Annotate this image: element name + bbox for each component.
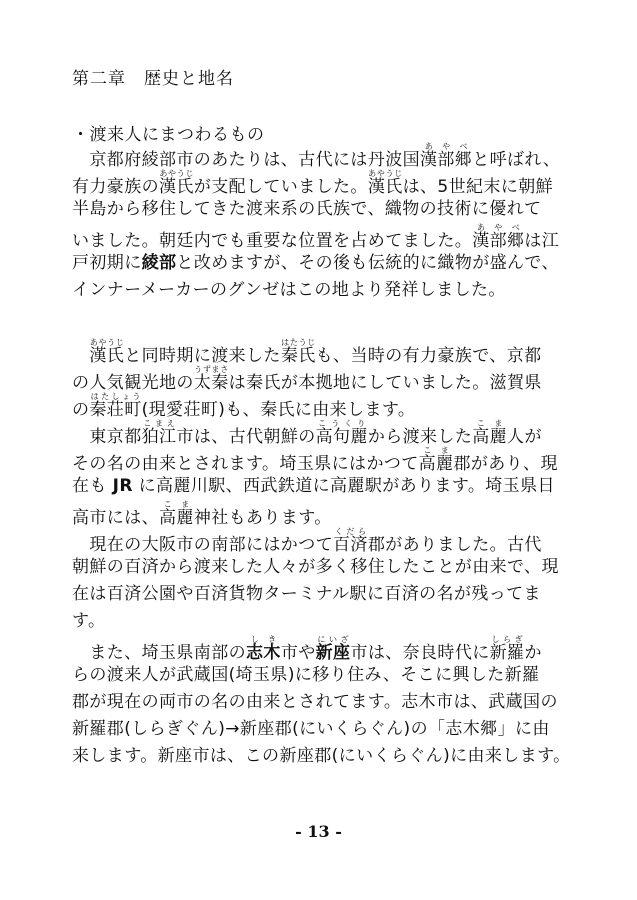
paragraph-1-line-2: 有力豪族の漢氏あやうじが支配していました。漢氏あやうじは、5世紀末に朝鮮	[72, 169, 554, 197]
ruby-ayabe-1: 漢部郷あやべ	[420, 142, 473, 170]
paragraph-4-line-3: 在は百済公園や百済貨物ターミナル駅に百済の名が残ってま	[72, 584, 541, 604]
ruby-hatasho: 秦荘町はたしょう	[89, 392, 142, 420]
ruby-koma-1: 高麗こま	[472, 419, 508, 447]
paragraph-4-line-2: 朝鮮の百済から渡来した人々が多く移住したことが由来で、現	[72, 557, 559, 577]
paragraph-5-line-2: らの渡来人が武蔵国(埼玉県)に移り住み、そこに興した新羅	[72, 665, 540, 685]
bold-jr: JR	[112, 476, 133, 496]
paragraph-4-line-1: 現在の大阪市の南部にはかつて百済くだら郡がありました。古代	[72, 527, 542, 555]
ruby-koma-3: 高麗こま	[159, 500, 194, 528]
ruby-ayabe-2: 漢部郷あやべ	[472, 223, 525, 251]
paragraph-1	[72, 142, 572, 304]
chapter-title: 第二章 歴史と地名	[72, 69, 234, 89]
paragraph-2	[72, 338, 572, 419]
section-heading: ・渡来人にまつわるもの	[72, 125, 265, 145]
paragraph-2-line-1: 漢氏あやうじと同時期に渡来した秦氏はたうじも、当時の有力豪族で、京都	[89, 338, 542, 366]
ruby-ayauji-2: 漢氏あやうじ	[367, 169, 403, 197]
ruby-shiragi: 新羅しらぎ	[489, 635, 525, 663]
ruby-koukuri: 高句麗こうくり	[315, 419, 368, 447]
ruby-koma-2: 高麗こま	[418, 446, 454, 474]
ruby-uzumasa: 太秦うずまさ	[193, 365, 229, 393]
ruby-shiki: 志木しき	[246, 635, 281, 663]
paragraph-1-line-5: 戸初期に綾部と改めますが、その後も伝統的に織物が盛んで、	[72, 253, 559, 273]
ruby-komae: 狛江こまえ	[141, 419, 177, 447]
paragraph-5-line-3: 郡が現在の両市の名の由来とされてます。志木市は、武蔵国の	[72, 692, 558, 712]
paragraph-1-line-3: 半島から移住してきた渡来系の氏族で、織物の技術に優れて	[72, 199, 542, 219]
paragraph-3-line-1: 東京都狛江こまえ市は、古代朝鮮の高句麗こうくりから渡来した高麗こま人が	[72, 419, 542, 447]
paragraph-5-line-4: 新羅郡(しらぎぐん)→新座郡(にいくらぐん)の「志木郷」に由	[72, 719, 550, 739]
paragraph-4-line-4: す。	[72, 611, 106, 631]
paragraph-3-line-2: その名の由来とされます。埼玉県にはかつて高麗こま郡があり、現	[72, 446, 558, 474]
paragraph-2-line-3: の秦荘町はたしょう(現愛荘町)も、秦氏に由来します。	[72, 392, 416, 420]
bold-ayabe: 綾部	[141, 253, 177, 273]
paragraph-1-line-1: 京都府綾部市のあたりは、古代には丹波国漢部郷あやべと呼ばれ、	[72, 142, 561, 170]
ruby-ayauji-3: 漢氏あやうじ	[89, 338, 125, 366]
page-number: - 13 -	[295, 822, 342, 841]
paragraph-5	[72, 635, 572, 770]
ruby-kudara: 百済くだら	[333, 527, 368, 555]
paragraph-1-line-6: インナーメーカーのグンゼはこの地より発祥しました。	[72, 280, 506, 300]
paragraph-5-line-1: また、埼玉県南部の志木しき市や新座にいざ市は、奈良時代に新羅しらぎか	[72, 635, 542, 663]
paragraph-3-line-4: 高市には、高麗こま神社もあります。	[72, 500, 332, 528]
ruby-niiza: 新座にいざ	[315, 635, 351, 663]
paragraph-1-line-4: いました。朝廷内でも重要な位置を占めてました。漢部郷あやべは江	[72, 223, 560, 251]
ruby-ayauji-1: 漢氏あやうじ	[159, 169, 194, 197]
paragraph-2-line-2: の人気観光地の太秦うずまさは秦氏が本拠地にしていました。滋賀県	[72, 365, 542, 393]
ruby-hatauji: 秦氏はたうじ	[280, 338, 316, 366]
paragraph-3-line-3: 在も JR に高麗川駅、西武鉄道に高麗駅があります。埼玉県日	[72, 476, 555, 496]
paragraph-3	[72, 419, 572, 527]
paragraph-5-line-5: 来します。新座市は、この新座郡(にいくらぐん)に由来します。	[72, 746, 571, 766]
paragraph-4	[72, 527, 572, 635]
